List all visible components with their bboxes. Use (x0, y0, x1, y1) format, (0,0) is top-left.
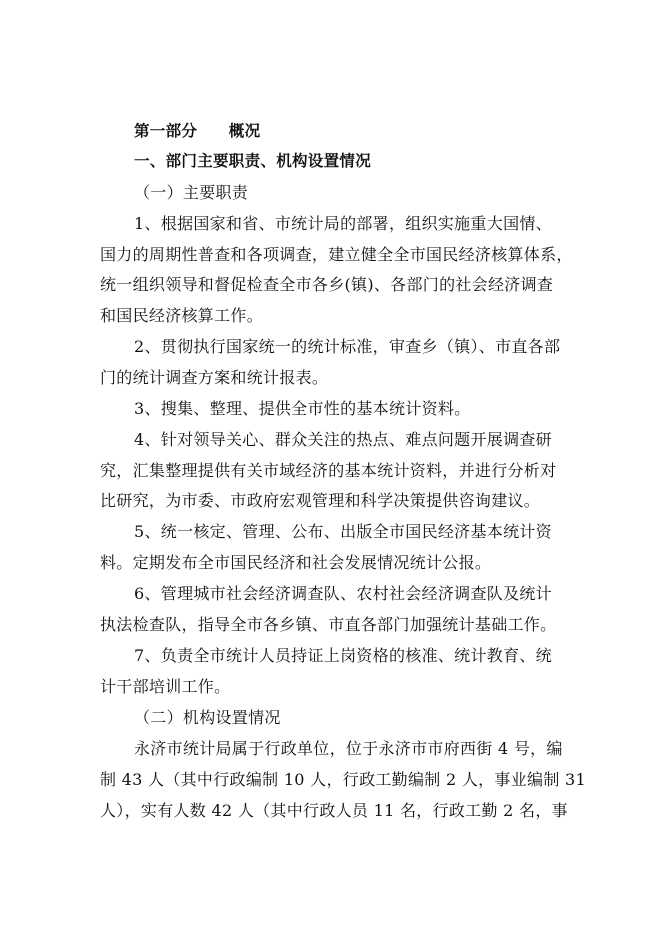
subsection-title-organization: （二）机构设置情况 (134, 708, 281, 727)
paragraph-line: 和国民经济核算工作。 (100, 306, 264, 325)
paragraph-line: 2、贯彻执行国家统一的统计标准，审查乡（镇）、市直各部 (134, 337, 561, 356)
paragraph-line: 究，汇集整理提供有关市域经济的基本统计资料，并进行分析对 (100, 461, 557, 480)
part-title: 第一部分 概况 (134, 122, 261, 140)
paragraph-line: 7、负责全市统计人员持证上岗资格的核准、统计教育、统 (134, 646, 552, 665)
paragraph-line: 永济市统计局属于行政单位，位于永济市市府西街 4 号，编 (134, 739, 563, 758)
paragraph-line: 比研究，为市委、市政府宏观管理和科学决策提供咨询建议。 (100, 491, 541, 510)
subsection-title-duties: （一）主要职责 (134, 183, 249, 202)
paragraph-line: 统一组织领导和督促检查全市各乡(镇)、各部门的社会经济调查 (100, 275, 554, 294)
paragraph-line: 4、针对领导关心、群众关注的热点、难点问题开展调查研 (134, 430, 552, 449)
paragraph-line: 执法检查队，指导全市各乡镇、市直各部门加强统计基础工作。 (100, 615, 557, 634)
paragraph-line: 门的统计调查方案和统计报表。 (100, 368, 329, 387)
paragraph-line: 5、统一核定、管理、公布、出版全市国民经济基本统计资 (134, 522, 552, 541)
paragraph-line: 3、搜集、整理、提供全市性的基本统计资料。 (134, 399, 471, 418)
paragraph-line: 制 43 人（其中行政编制 10 人，行政工勤编制 2 人，事业编制 31 (100, 770, 586, 789)
paragraph-line: 计干部培训工作。 (100, 677, 231, 696)
paragraph-line: 国力的周期性普查和各项调查，建立健全全市国民经济核算体系， (100, 245, 573, 264)
paragraph-line: 料。定期发布全市国民经济和社会发展情况统计公报。 (100, 553, 492, 572)
paragraph-line: 6、管理城市社会经济调查队、农村社会经济调查队及统计 (134, 584, 552, 603)
paragraph-line: 1、根据国家和省、市统计局的部署，组织实施重大国情、 (134, 214, 552, 233)
section-title: 一、部门主要职责、机构设置情况 (134, 152, 372, 170)
paragraph-line: 人），实有人数 42 人（其中行政人员 11 名，行政工勤 2 名，事 (100, 801, 568, 820)
